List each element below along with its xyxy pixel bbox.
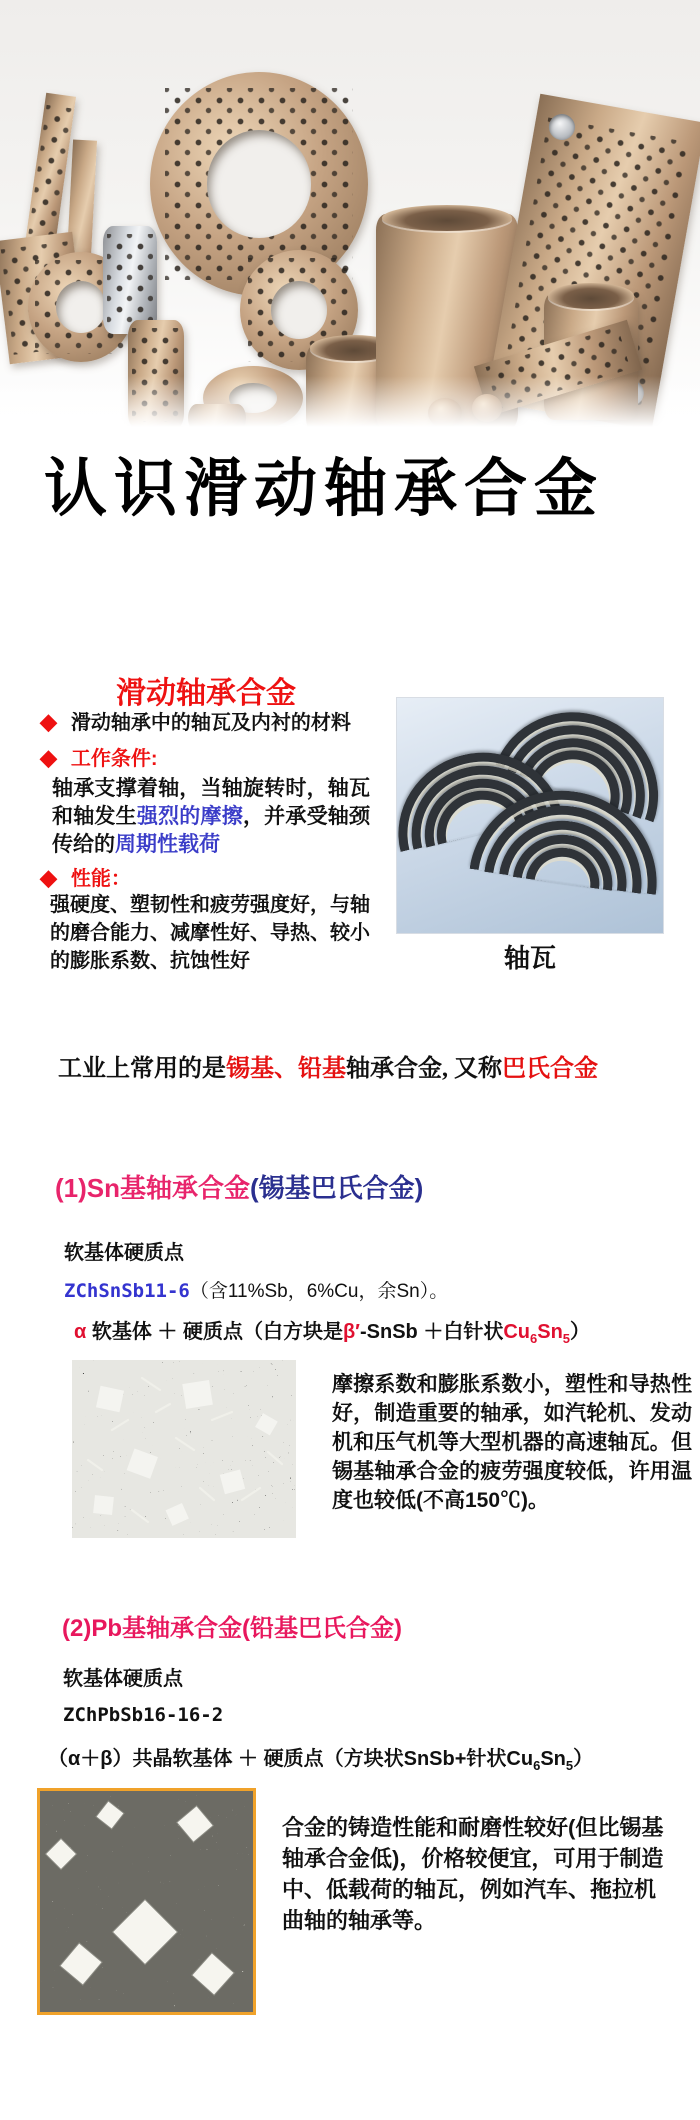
section2-heading: (2)Pb基轴承合金(铅基巴氏合金): [62, 1615, 402, 1642]
alloy-grade-sn: ZChSnSb11-6: [64, 1280, 190, 1302]
work-text: ，并承受轴颈传给的: [52, 805, 371, 856]
bullet-work-conditions: [40, 742, 158, 771]
section2-phase-line: [48, 1742, 593, 1773]
page-title: 认识滑动轴承合金: [44, 454, 604, 524]
phase-text: ）: [570, 1321, 591, 1343]
sn-babbitt-micrograph: [72, 1360, 296, 1538]
industry-text: 轴承合金, 又称: [346, 1056, 502, 1082]
performance-label: 性能：: [70, 868, 131, 890]
industry-text: 工业上常用的是: [58, 1056, 226, 1082]
section1-paragraph: 摩擦系数和膨胀系数小，塑性和导热性好，制造重要的轴承，如汽轮机、发动机和压气机等大型机器的高速轴瓦。但锡基轴承合金的疲劳强度较低，许用温度也较低(不高150℃)。: [332, 1373, 692, 1512]
micrograph-art: [40, 1791, 253, 2012]
bronze-bushings-photo: [0, 0, 700, 436]
work-conditions-paragraph: [52, 775, 370, 859]
industry-usage-line: [58, 1048, 658, 1083]
bearing-shells-photo: [397, 698, 663, 933]
micrograph-art: [72, 1360, 296, 1538]
bullet-performance: [40, 862, 131, 891]
section1-phase-line: [74, 1315, 590, 1346]
shells-photo-caption: 轴瓦: [503, 944, 556, 973]
bullet-material: [40, 706, 351, 735]
work-conditions-label: 工作条件:: [70, 748, 158, 770]
beta-symbol: β′: [342, 1321, 360, 1343]
industry-highlight-babbitt: 巴氏合金: [502, 1056, 598, 1082]
section2-subhead: 软基体硬质点: [63, 1668, 183, 1690]
photo-fade: [0, 376, 700, 436]
section2-paragraph: 合金的铸造性能和耐磨性较好(但比锡基轴承合金低)，价格较便宜，可用于制造中、低载荷的轴瓦，例如汽车、拖拉机曲轴的轴承等。: [282, 1815, 664, 1933]
diamond-bullet-icon: ◆: [40, 865, 57, 890]
alloy-grade-pb: ZChPbSb16-16-2: [63, 1704, 224, 1726]
work-highlight-friction: 强烈的摩擦: [136, 805, 243, 828]
cu6sn5-formula: $Cu_6Sn_5$: [506, 1748, 574, 1773]
work-highlight-load: 周期性载荷: [115, 833, 220, 856]
cu6sn5-formula: $Cu_6Sn_5$: [503, 1321, 571, 1346]
diamond-bullet-icon: ◆: [40, 709, 57, 734]
silver-bushing-icon: [103, 226, 157, 334]
section1-heading-navy: (锡基巴氏合金): [250, 1173, 424, 1203]
section-heading-sliding-bearing-alloy: 滑动轴承合金: [116, 677, 296, 710]
phase-text: -SnSb ＋白针状: [359, 1321, 504, 1343]
industry-highlight-bases: 锡基、铅基: [226, 1056, 346, 1082]
phase-text: 软基体 ＋ 硬质点（白方块是: [86, 1321, 343, 1343]
diamond-bullet-icon: ◆: [40, 745, 57, 770]
work-text: 轴承支撑着轴，当轴旋转时，轴瓦和轴发生: [52, 777, 370, 828]
phase-text: （α＋β）共晶软基体 ＋ 硬质点（方块状SnSb+针状: [48, 1748, 507, 1770]
performance-paragraph: 强硬度、塑韧性和疲劳强度好，与轴的磨合能力、减摩性好、导热、较小的膨胀系数、抗蚀性好: [50, 894, 370, 972]
section1-subhead: 软基体硬质点: [64, 1242, 184, 1264]
section1-grade-line: [64, 1276, 448, 1303]
alpha-symbol: α: [74, 1321, 87, 1343]
pb-babbitt-micrograph: [37, 1788, 256, 2015]
alloy-grade-note: （含11%Sb，6%Cu，余Sn）。: [189, 1281, 449, 1302]
section1-heading-red: (1)Sn基轴承合金: [55, 1173, 251, 1203]
section1-heading: [55, 1168, 423, 1205]
bullet-material-text: 滑动轴承中的轴瓦及内衬的材料: [70, 712, 351, 734]
phase-text: ）: [573, 1748, 594, 1770]
